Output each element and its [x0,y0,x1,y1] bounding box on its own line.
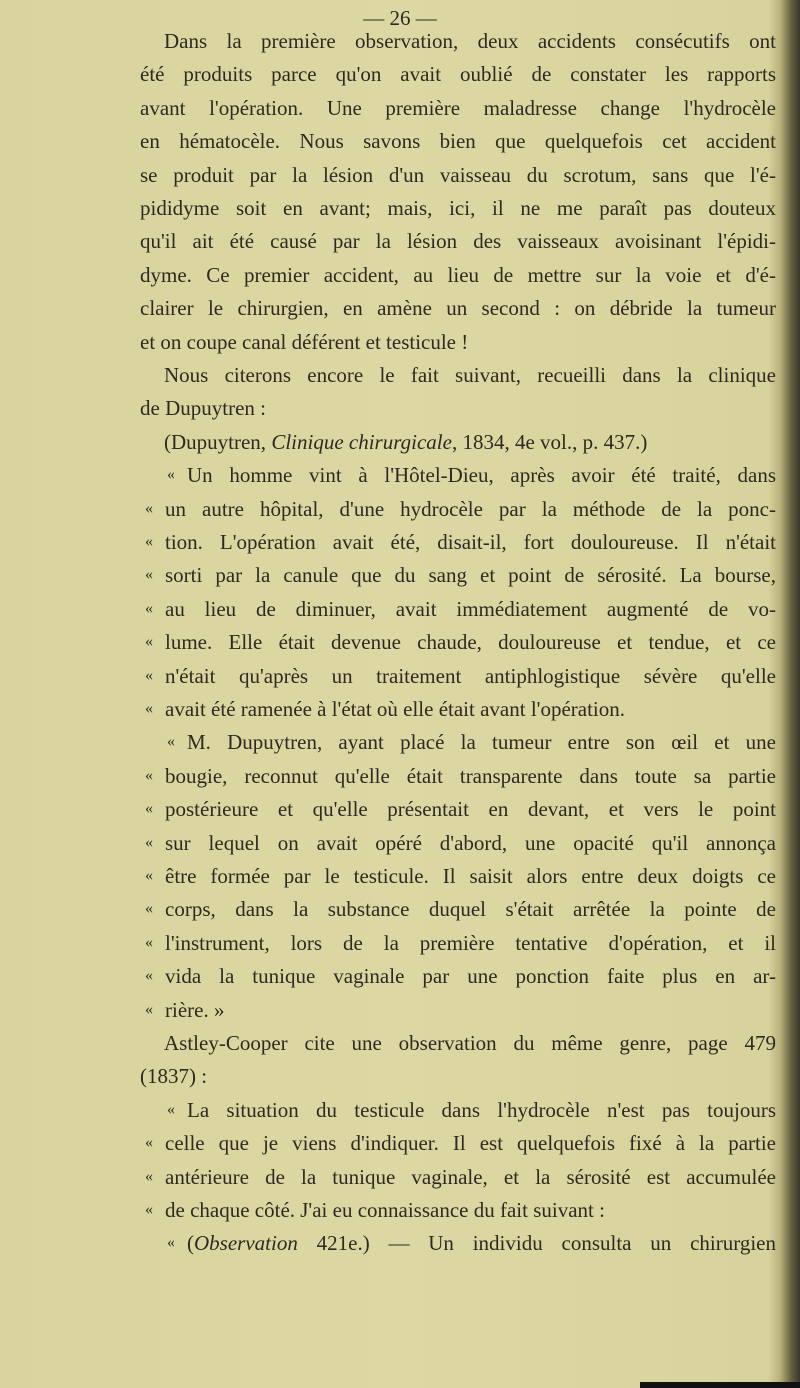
line-text: antérieure de la tunique vaginale, et la sérosité est accumulée [165,1164,776,1189]
text-line [145,896,776,922]
text-line [140,1030,776,1056]
quote-mark: « [145,599,153,617]
text-line [145,1197,776,1223]
italic-title: Observation [194,1231,298,1256]
text-line [145,729,776,755]
text-line [145,830,776,856]
text-line [140,262,776,288]
text-line [145,1097,776,1123]
line-text: tion. L'opération avait été, disait-il, fort douloureuse. Il n'était [165,530,776,554]
text-line [140,128,776,154]
line-text: postérieure et qu'elle présentait en devant, et vers le point [165,797,776,822]
text-line [145,629,776,655]
text-line [145,930,776,956]
line-text: vida la tunique vaginale par une ponction faite plus en ar- [165,964,776,989]
quote-mark: « [145,800,153,818]
line-text [140,429,776,455]
text-line [145,763,776,789]
line-text: qu'il ait été causé par la lésion des vaisseaux avoisinant l'épidi- [140,229,776,254]
line-text: celle que je viens d'indiquer. Il est quelquefois fixé à la partie [165,1131,776,1156]
quote-mark: « [167,1100,175,1118]
text-line [140,162,776,188]
text-line [145,696,776,722]
text-line [145,529,776,555]
text-line [140,228,776,254]
line-text: être formée par le testicule. Il saisit alors entre deux doigts ce [165,864,776,888]
line-text: de chaque côté. J'ai eu connaissance du fait suivant : [165,1198,605,1222]
quote-mark: « [145,1201,153,1218]
text-line [145,1130,776,1156]
quote-mark: « [145,967,153,985]
text-line [140,195,776,221]
text-line [145,496,776,522]
line-text: sorti par la canule que du sang et point de sérosité. La bourse, [165,563,776,588]
line-text: se produit par la lésion d'un vaisseau du scrotum, sans que l'é- [140,162,776,187]
line-text: rière. » [165,997,225,1022]
line-text: sur lequel on avait opéré d'abord, une opacité qu'il annonça [165,830,776,855]
text-segment: 421e.) — Un individu consulta un chirurgien [297,1231,776,1256]
line-text: lume. Elle était devenue chaude, douloureuse et tendue, et ce [165,630,776,655]
text-line [140,429,776,455]
quote-mark: « [145,766,153,784]
line-text: en hématocèle. Nous savons bien que quelquefois cet accident [140,129,776,154]
line-text: l'instrument, lors de la première tentative d'opération, et il [165,930,776,955]
text-line [145,596,776,622]
text-line [145,963,776,989]
text-line [145,1164,776,1190]
text-line [140,28,776,54]
line-text: au lieu de diminuer, avait immédiatement augmenté de vo- [165,596,776,621]
line-text: n'était qu'après un traitement antiphlogistique sévère qu'elle [165,663,776,688]
italic-title: Clinique chirurgicale [271,429,452,454]
line-text: Dans la première observation, deux accidents consécutifs ont [164,29,776,53]
line-text: Un homme vint à l'Hôtel-Dieu, après avoir été traité, dans [187,463,776,488]
line-text [145,1230,776,1256]
line-text: avant l'opération. Une première maladresse change l'hydrocèle [140,95,776,120]
line-text: et on coupe canal déférent et testicule ! [140,329,469,354]
text-line [145,562,776,588]
line-text: pididyme soit en avant; mais, ici, il ne me paraît pas douteux [140,196,776,220]
text-segment: (Dupuytren, [164,429,272,454]
quote-mark: « [145,1167,153,1185]
quote-mark: « [145,867,153,884]
text-line [140,329,776,355]
text-line [145,863,776,889]
text-line [145,1230,776,1256]
quote-mark: « [145,833,153,851]
quote-mark: « [167,466,175,484]
quote-mark: « [145,666,153,684]
quote-mark: « [145,633,153,651]
text-line [145,997,776,1023]
line-text: été produits parce qu'on avait oublié de constater les rapports [140,62,776,87]
line-text: Astley-Cooper cite une observation du même genre, page 479 [164,1031,776,1055]
quote-mark: « [145,566,153,584]
line-text: avait été ramenée à l'état où elle était avant l'opération. [165,697,626,721]
quote-mark: « [167,1234,175,1252]
quote-mark: « [145,933,153,951]
text-segment: , 1834, 4e vol., p. 437.) [451,429,648,454]
text-line [140,362,776,388]
text-line [140,395,776,421]
text-line [140,61,776,87]
line-text: M. Dupuytren, ayant placé la tumeur entre son œil et une [187,730,776,755]
quote-mark: « [145,1134,153,1152]
quote-mark: « [145,1000,153,1018]
line-text: de Dupuytren : [140,396,266,421]
quote-mark: « [145,900,153,918]
line-text: Nous citerons encore le fait suivant, recueilli dans la clinique [164,363,776,387]
binding-shadow [640,1382,800,1388]
quote-mark: « [145,533,153,550]
line-text: clairer le chirurgien, en amène un second : on débride la tumeur [140,296,776,321]
text-line [140,1063,776,1089]
line-text: un autre hôpital, d'une hydrocèle par la méthode de la ponc- [165,496,776,521]
line-text: La situation du testicule dans l'hydrocèle n'est pas toujours [187,1097,776,1122]
line-text: (1837) : [140,1064,208,1089]
line-text: corps, dans la substance duquel s'était arrêtée la pointe de [165,897,776,922]
line-text: bougie, reconnut qu'elle était transparente dans toute sa partie [165,763,776,788]
text-line [140,95,776,121]
text-line [140,295,776,321]
line-text: dyme. Ce premier accident, au lieu de mettre sur la voie et d'é- [140,262,776,287]
text-line [145,462,776,488]
quote-mark: « [145,499,153,517]
text-line [145,663,776,689]
text-line [145,796,776,822]
page-number: — 26 — [363,6,437,30]
quote-mark: « [167,733,175,751]
text-segment: ( [187,1231,194,1256]
quote-mark: « [145,700,153,717]
